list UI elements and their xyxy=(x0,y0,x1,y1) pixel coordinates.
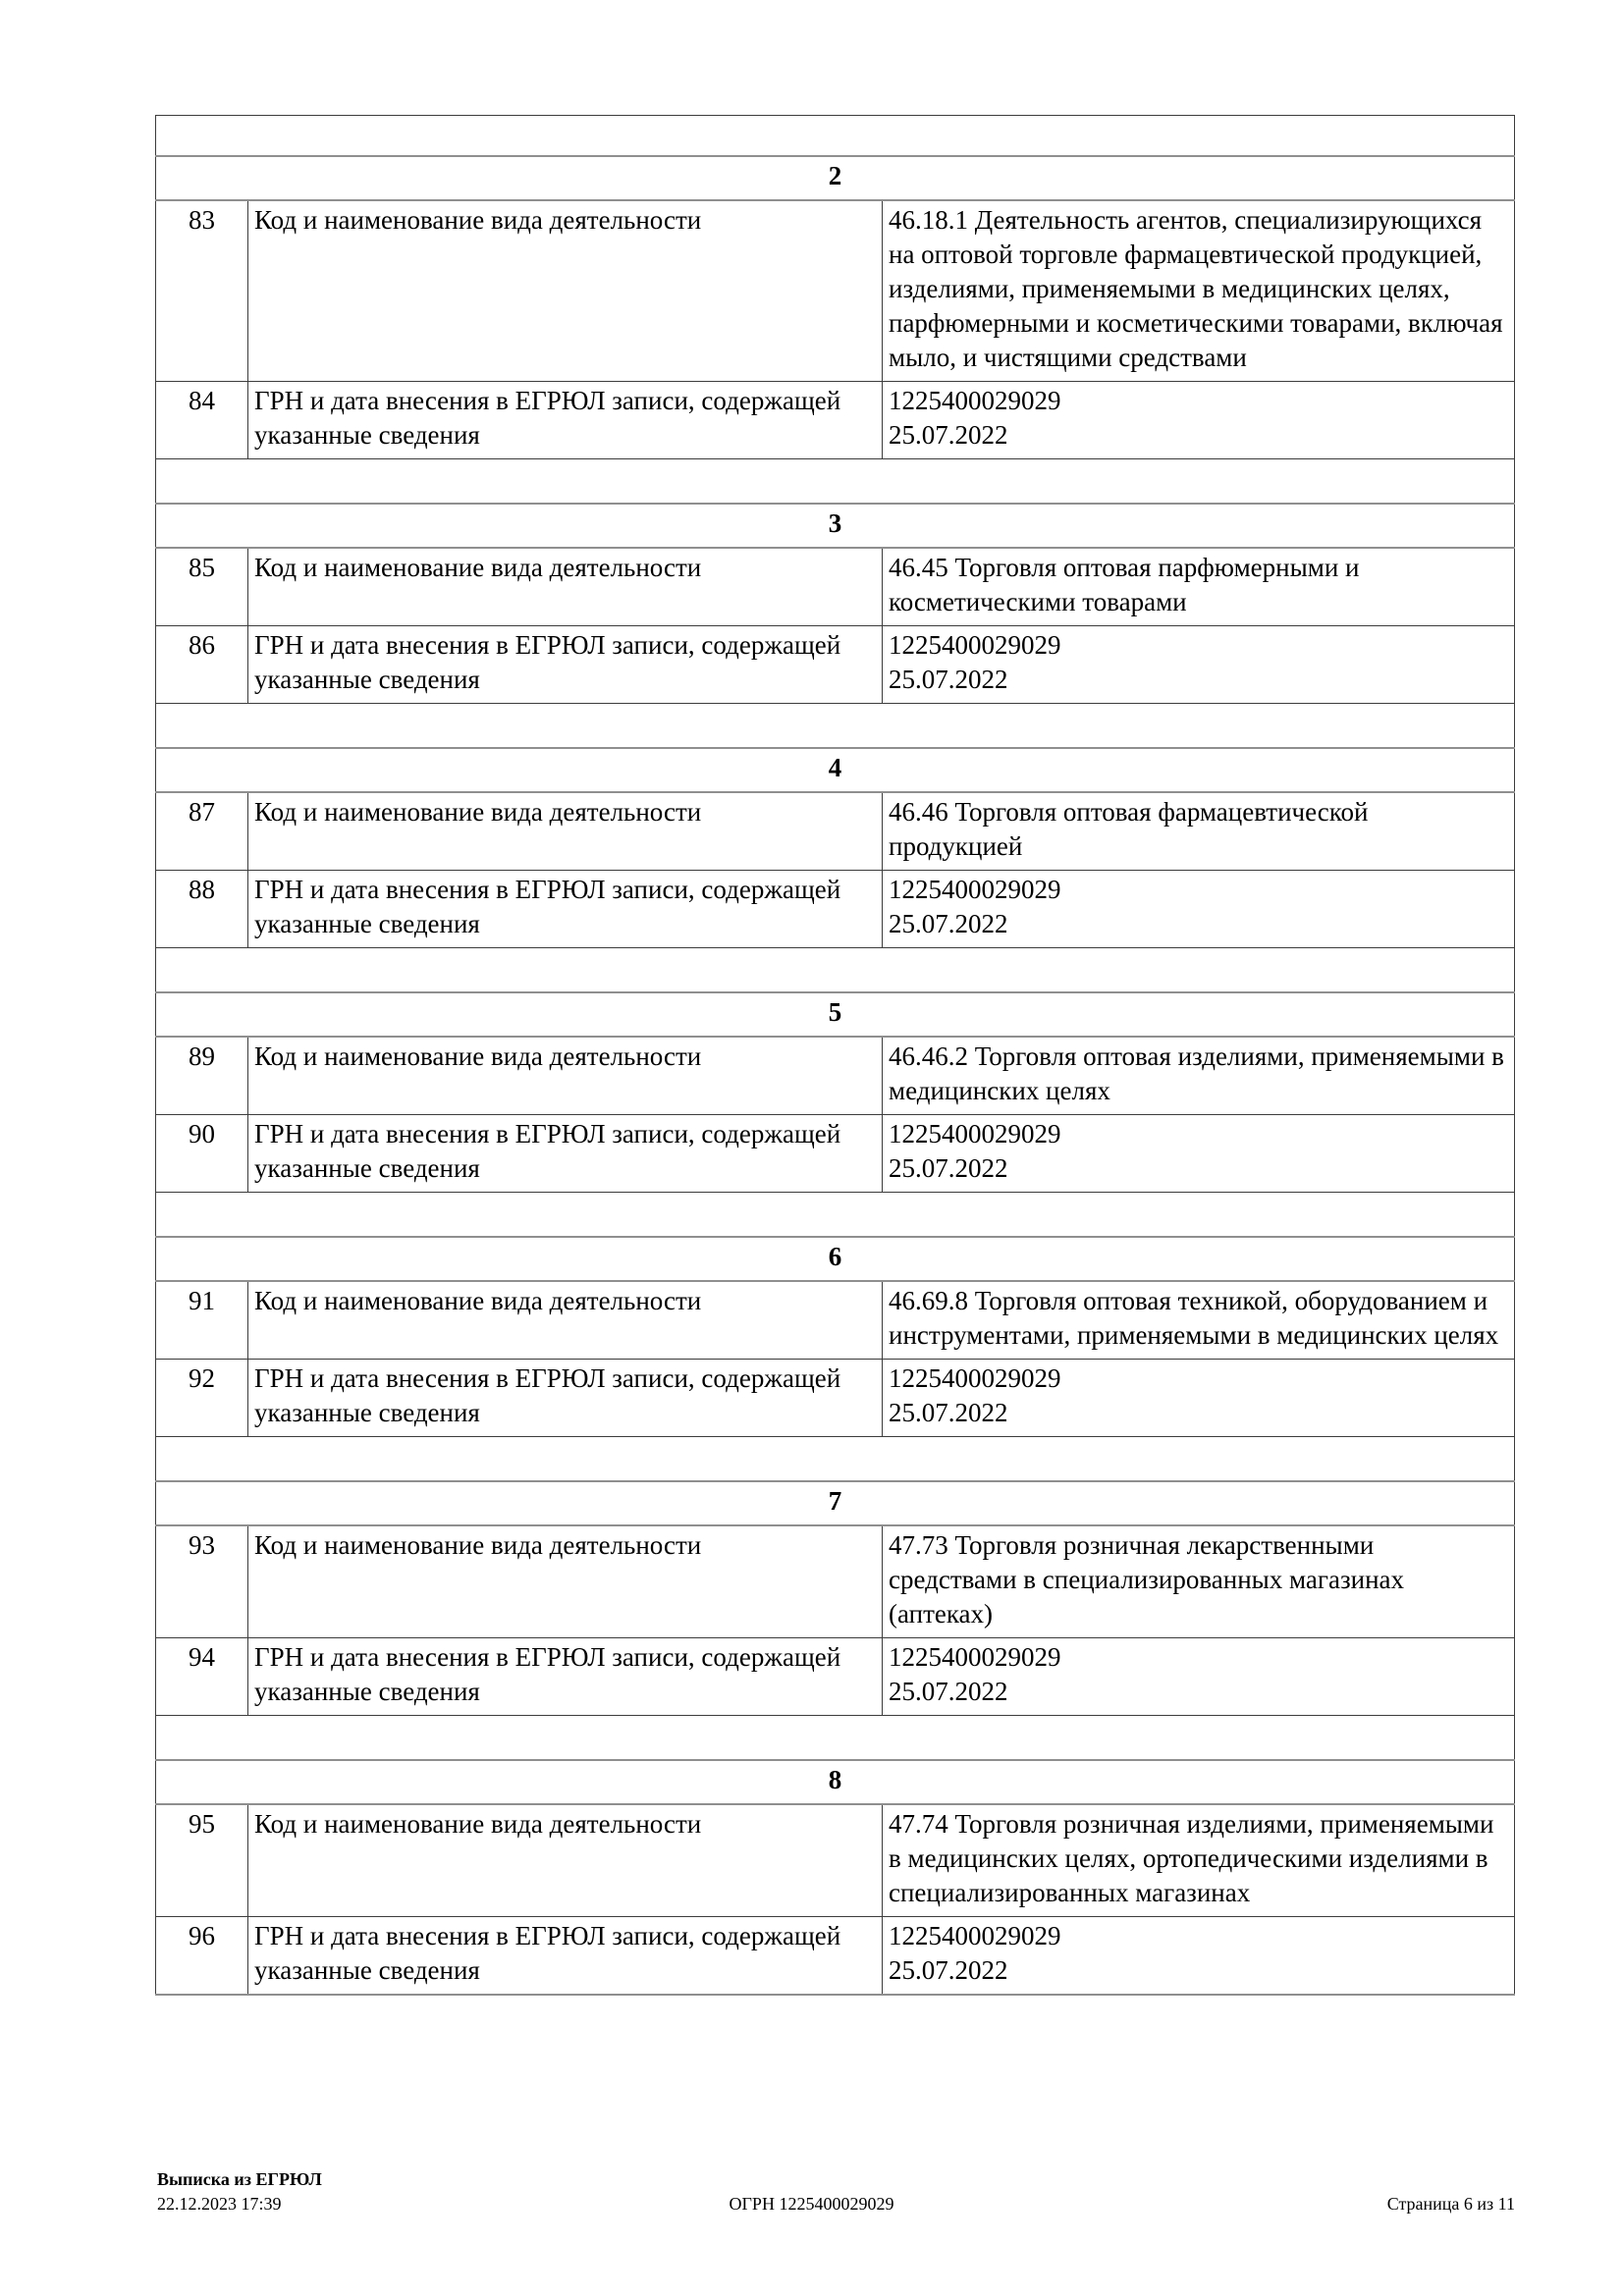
row-number: 88 xyxy=(156,871,248,948)
grn-number: 1225400029029 xyxy=(889,386,1061,415)
row-value xyxy=(883,1115,1515,1193)
empty-cell xyxy=(156,704,1515,749)
grn-number: 1225400029029 xyxy=(889,1119,1061,1148)
row-value: 46.45 Торговля оптовая парфюмерными и косметическими товарами xyxy=(883,548,1515,626)
empty-cell xyxy=(156,1437,1515,1482)
row-label: ГРН и дата внесения в ЕГРЮЛ записи, содержащей указанные сведения xyxy=(248,626,883,704)
row-value: 46.69.8 Торговля оптовая техникой, оборудованием и инструментами, применяемыми в медицинских целях xyxy=(883,1281,1515,1360)
section-number: 4 xyxy=(156,748,1515,792)
footer-ogrn: ОГРН 1225400029029 xyxy=(729,2194,894,2214)
grn-number: 1225400029029 xyxy=(889,875,1061,904)
table-row xyxy=(156,626,1515,704)
row-label: ГРН и дата внесения в ЕГРЮЛ записи, содержащей указанные сведения xyxy=(248,382,883,459)
empty-cell xyxy=(156,948,1515,993)
table-row xyxy=(156,1917,1515,1996)
row-value xyxy=(883,871,1515,948)
row-number: 84 xyxy=(156,382,248,459)
section-header-row xyxy=(156,156,1515,200)
row-label: Код и наименование вида деятельности xyxy=(248,1037,883,1115)
footer-doc-type: Выписка из ЕГРЮЛ xyxy=(157,2169,322,2189)
row-label: Код и наименование вида деятельности xyxy=(248,792,883,871)
row-number: 91 xyxy=(156,1281,248,1360)
grn-date: 25.07.2022 xyxy=(889,1153,1008,1183)
section-header-row xyxy=(156,504,1515,548)
table-row xyxy=(156,792,1515,871)
section-spacer-row xyxy=(156,948,1515,993)
row-value xyxy=(883,1638,1515,1716)
empty-cell xyxy=(156,459,1515,505)
section-header-row xyxy=(156,1481,1515,1525)
row-value: 46.46.2 Торговля оптовая изделиями, применяемыми в медицинских целях xyxy=(883,1037,1515,1115)
row-label: Код и наименование вида деятельности xyxy=(248,548,883,626)
row-number: 85 xyxy=(156,548,248,626)
row-label: Код и наименование вида деятельности xyxy=(248,200,883,382)
grn-number: 1225400029029 xyxy=(889,1363,1061,1393)
section-header-row xyxy=(156,1760,1515,1804)
grn-date: 25.07.2022 xyxy=(889,1398,1008,1427)
table-row xyxy=(156,200,1515,382)
section-number: 3 xyxy=(156,504,1515,548)
row-label: ГРН и дата внесения в ЕГРЮЛ записи, содержащей указанные сведения xyxy=(248,1115,883,1193)
table-row xyxy=(156,1360,1515,1437)
row-number: 83 xyxy=(156,200,248,382)
row-number: 96 xyxy=(156,1917,248,1996)
row-value: 46.46 Торговля оптовая фармацевтической продукцией xyxy=(883,792,1515,871)
table-top-empty-row xyxy=(156,116,1515,157)
row-number: 87 xyxy=(156,792,248,871)
grn-date: 25.07.2022 xyxy=(889,665,1008,694)
grn-date: 25.07.2022 xyxy=(889,420,1008,450)
table-row xyxy=(156,382,1515,459)
row-label: ГРН и дата внесения в ЕГРЮЛ записи, содержащей указанные сведения xyxy=(248,1638,883,1716)
row-value xyxy=(883,1360,1515,1437)
row-number: 95 xyxy=(156,1804,248,1917)
footer-datetime: 22.12.2023 17:39 xyxy=(157,2194,282,2214)
grn-number: 1225400029029 xyxy=(889,1642,1061,1672)
row-number: 93 xyxy=(156,1525,248,1638)
table-row xyxy=(156,1525,1515,1638)
grn-date: 25.07.2022 xyxy=(889,1677,1008,1706)
table-row xyxy=(156,548,1515,626)
section-spacer-row xyxy=(156,1716,1515,1761)
section-number: 2 xyxy=(156,156,1515,200)
row-value xyxy=(883,626,1515,704)
row-label: Код и наименование вида деятельности xyxy=(248,1525,883,1638)
table-row xyxy=(156,1037,1515,1115)
row-label: Код и наименование вида деятельности xyxy=(248,1804,883,1917)
table-row xyxy=(156,1638,1515,1716)
row-value: 47.73 Торговля розничная лекарственными средствами в специализированных магазинах (аптеках) xyxy=(883,1525,1515,1638)
table-row xyxy=(156,871,1515,948)
row-value xyxy=(883,1917,1515,1996)
empty-cell xyxy=(156,116,1515,157)
section-spacer-row xyxy=(156,1193,1515,1238)
table-row xyxy=(156,1804,1515,1917)
row-label: ГРН и дата внесения в ЕГРЮЛ записи, содержащей указанные сведения xyxy=(248,1360,883,1437)
section-header-row xyxy=(156,1237,1515,1281)
table-row xyxy=(156,1281,1515,1360)
section-number: 8 xyxy=(156,1760,1515,1804)
section-number: 7 xyxy=(156,1481,1515,1525)
grn-date: 25.07.2022 xyxy=(889,1955,1008,1985)
grn-number: 1225400029029 xyxy=(889,1921,1061,1950)
row-label: Код и наименование вида деятельности xyxy=(248,1281,883,1360)
egrul-activities-table xyxy=(155,115,1515,1996)
empty-cell xyxy=(156,1193,1515,1238)
row-label: ГРН и дата внесения в ЕГРЮЛ записи, содержащей указанные сведения xyxy=(248,1917,883,1996)
section-header-row xyxy=(156,992,1515,1037)
grn-date: 25.07.2022 xyxy=(889,909,1008,938)
row-number: 94 xyxy=(156,1638,248,1716)
section-number: 6 xyxy=(156,1237,1515,1281)
section-header-row xyxy=(156,748,1515,792)
section-number: 5 xyxy=(156,992,1515,1037)
section-spacer-row xyxy=(156,1437,1515,1482)
grn-number: 1225400029029 xyxy=(889,630,1061,660)
table-row xyxy=(156,1115,1515,1193)
empty-cell xyxy=(156,1716,1515,1761)
section-spacer-row xyxy=(156,704,1515,749)
row-number: 86 xyxy=(156,626,248,704)
section-spacer-row xyxy=(156,459,1515,505)
row-value xyxy=(883,382,1515,459)
row-number: 90 xyxy=(156,1115,248,1193)
row-number: 92 xyxy=(156,1360,248,1437)
footer-page-number: Страница 6 из 11 xyxy=(1386,2194,1515,2214)
row-value: 47.74 Торговля розничная изделиями, применяемыми в медицинских целях, ортопедическими изделиями в специализированных магазинах xyxy=(883,1804,1515,1917)
row-number: 89 xyxy=(156,1037,248,1115)
row-label: ГРН и дата внесения в ЕГРЮЛ записи, содержащей указанные сведения xyxy=(248,871,883,948)
row-value: 46.18.1 Деятельность агентов, специализирующихся на оптовой торговле фармацевтической продукцией, изделиями, применяемыми в медицинских целях, парфюмерными и косметическими товарами, включая мыло, и чистящими средствами xyxy=(883,200,1515,382)
